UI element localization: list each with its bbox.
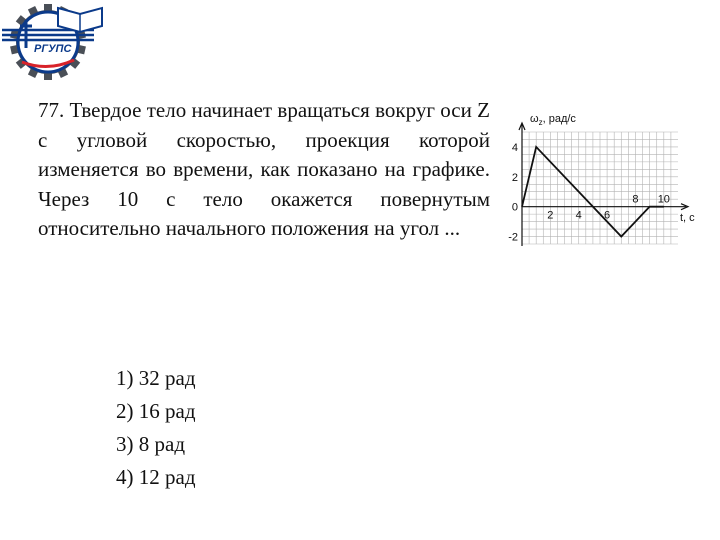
logo-text: РГУПС — [34, 43, 72, 55]
answer-option-1[interactable]: 1) 32 рад — [116, 366, 196, 390]
answer-option-3[interactable]: 3) 8 рад — [116, 432, 185, 456]
y-tick-label: 2 — [511, 171, 518, 184]
graph-ticks — [508, 142, 670, 244]
y-tick-label: 0 — [511, 201, 518, 214]
y-tick-label: 4 — [511, 141, 518, 154]
answer-option-2[interactable]: 2) 16 рад — [116, 399, 196, 423]
x-tick-label: 4 — [575, 209, 582, 222]
rgups-logo — [0, 0, 120, 90]
x-tick-label: 6 — [604, 209, 611, 222]
y-tick-label: -2 — [508, 231, 518, 244]
problem-text: 77. Твердое тело начинает вращаться вокруг оси Z с угловой скоростью, проекция которой изменяется во времени, как показано на графике. Через 10 с тело окажется повернутым относительно начального положения на угол ... — [38, 98, 490, 240]
y-axis-label: $\omega_z$, рад/с — [530, 113, 576, 127]
x-tick-label: 10 — [657, 193, 670, 206]
angular-velocity-graph — [498, 108, 710, 258]
x-tick-label: 8 — [632, 193, 639, 206]
x-tick-label: 2 — [547, 209, 554, 222]
x-axis-label: t, c — [680, 212, 695, 224]
answer-option-4[interactable]: 4) 12 рад — [116, 465, 196, 489]
graph-grid — [522, 132, 678, 244]
answer-options — [116, 362, 196, 494]
